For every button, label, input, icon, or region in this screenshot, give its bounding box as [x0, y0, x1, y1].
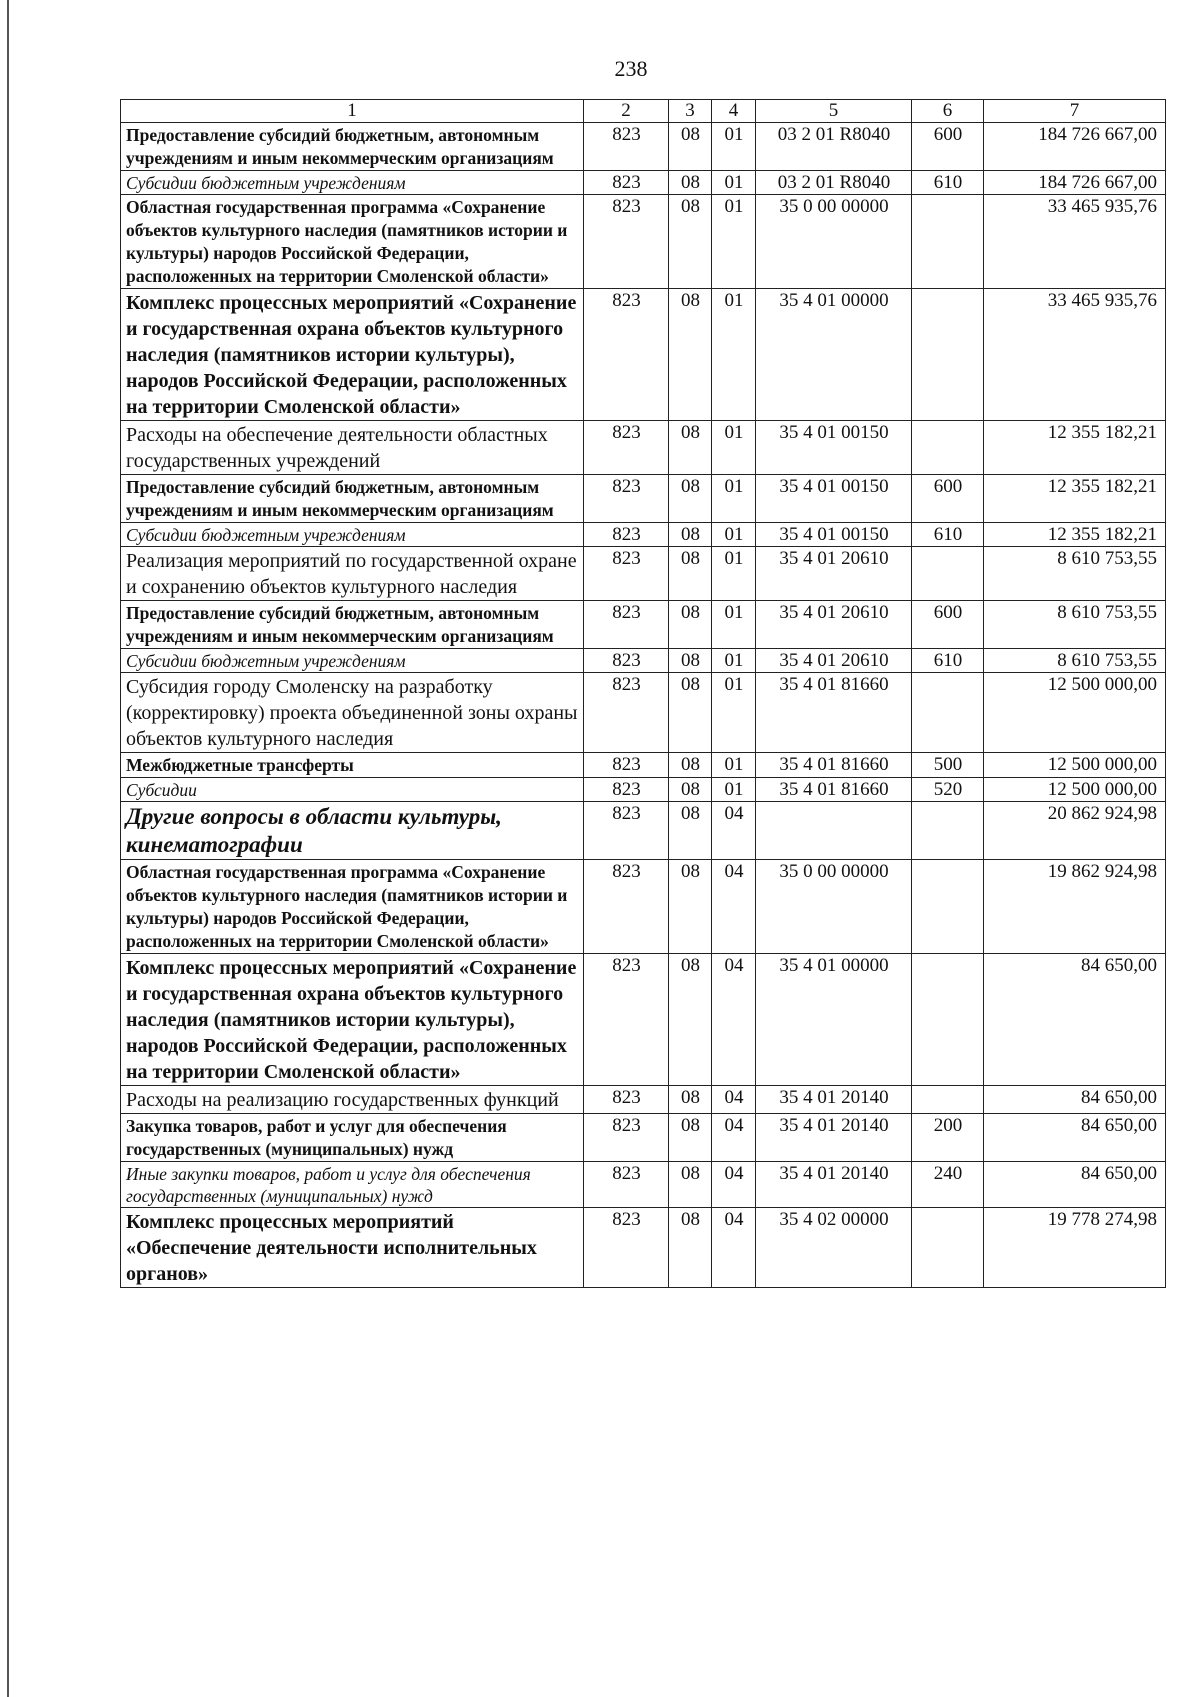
table-row	[121, 475, 1166, 523]
table-row	[121, 171, 1166, 195]
row-expense-type	[912, 954, 984, 1086]
row-description: Закупка товаров, работ и услуг для обеспечения государственных (муниципальных) нужд	[121, 1114, 584, 1162]
table-row	[121, 523, 1166, 547]
row-expense-type	[912, 1086, 984, 1114]
row-section: 08	[669, 673, 712, 753]
row-subsection: 04	[712, 1086, 756, 1114]
table-row	[121, 753, 1166, 778]
row-target-article: 35 4 01 00000	[756, 289, 912, 421]
row-expense-type	[912, 289, 984, 421]
row-section: 08	[669, 860, 712, 954]
header-col-5: 5	[756, 100, 912, 123]
row-target-article: 03 2 01 R8040	[756, 171, 912, 195]
header-row	[121, 100, 1166, 123]
row-subsection: 04	[712, 1208, 756, 1288]
table-row	[121, 802, 1166, 860]
page-edge-line	[7, 0, 9, 1697]
header-col-2: 2	[584, 100, 669, 123]
row-description: Другие вопросы в области культуры, кинематографии	[121, 802, 584, 860]
row-section: 08	[669, 753, 712, 778]
row-amount: 12 355 182,21	[984, 523, 1166, 547]
row-expense-type	[912, 802, 984, 860]
table-row	[121, 1208, 1166, 1288]
row-subsection: 01	[712, 523, 756, 547]
row-target-article: 35 4 01 20140	[756, 1086, 912, 1114]
row-ministry-code: 823	[584, 1114, 669, 1162]
header-col-1: 1	[121, 100, 584, 123]
row-section: 08	[669, 475, 712, 523]
row-target-article: 35 4 01 20610	[756, 601, 912, 649]
table-row	[121, 195, 1166, 289]
table-row	[121, 778, 1166, 802]
row-subsection: 04	[712, 954, 756, 1086]
row-subsection: 01	[712, 171, 756, 195]
row-amount: 12 500 000,00	[984, 778, 1166, 802]
row-ministry-code: 823	[584, 601, 669, 649]
row-expense-type	[912, 673, 984, 753]
row-expense-type: 200	[912, 1114, 984, 1162]
row-target-article: 35 4 01 20140	[756, 1114, 912, 1162]
row-expense-type: 600	[912, 475, 984, 523]
row-expense-type	[912, 1208, 984, 1288]
row-target-article: 35 4 01 20140	[756, 1162, 912, 1208]
row-subsection: 01	[712, 753, 756, 778]
row-ministry-code: 823	[584, 673, 669, 753]
header-col-7: 7	[984, 100, 1166, 123]
row-amount: 33 465 935,76	[984, 289, 1166, 421]
row-subsection: 01	[712, 195, 756, 289]
row-description: Расходы на обеспечение деятельности областных государственных учреждений	[121, 421, 584, 475]
row-amount: 20 862 924,98	[984, 802, 1166, 860]
row-section: 08	[669, 649, 712, 673]
row-ministry-code: 823	[584, 860, 669, 954]
row-section: 08	[669, 421, 712, 475]
row-target-article: 35 4 02 00000	[756, 1208, 912, 1288]
row-target-article: 35 4 01 00000	[756, 954, 912, 1086]
row-amount: 184 726 667,00	[984, 171, 1166, 195]
row-ministry-code: 823	[584, 475, 669, 523]
row-amount: 84 650,00	[984, 1114, 1166, 1162]
row-ministry-code: 823	[584, 547, 669, 601]
row-amount: 8 610 753,55	[984, 649, 1166, 673]
row-amount: 19 862 924,98	[984, 860, 1166, 954]
row-expense-type: 240	[912, 1162, 984, 1208]
row-ministry-code: 823	[584, 778, 669, 802]
row-description: Иные закупки товаров, работ и услуг для обеспечения государственных (муниципальных) нужд	[121, 1162, 584, 1208]
row-section: 08	[669, 1162, 712, 1208]
row-amount: 184 726 667,00	[984, 123, 1166, 171]
row-description: Субсидия городу Смоленску на разработку (корректировку) проекта объединенной зоны охраны объектов культурного наследия	[121, 673, 584, 753]
row-subsection: 04	[712, 802, 756, 860]
row-description: Субсидии бюджетным учреждениям	[121, 649, 584, 673]
budget-table	[120, 99, 1166, 1288]
row-ministry-code: 823	[584, 171, 669, 195]
header-col-6: 6	[912, 100, 984, 123]
row-section: 08	[669, 523, 712, 547]
table-row	[121, 1114, 1166, 1162]
row-section: 08	[669, 1114, 712, 1162]
row-expense-type: 500	[912, 753, 984, 778]
row-description: Комплекс процессных мероприятий «Сохранение и государственная охрана объектов культурного наследия (памятников истории культуры), народов Российской Федерации, расположенных на территории Смоленской области»	[121, 289, 584, 421]
row-description: Межбюджетные трансферты	[121, 753, 584, 778]
row-target-article: 35 4 01 81660	[756, 753, 912, 778]
page-number: 238	[614, 56, 648, 81]
row-target-article: 35 0 00 00000	[756, 195, 912, 289]
row-amount: 8 610 753,55	[984, 547, 1166, 601]
row-ministry-code: 823	[584, 195, 669, 289]
row-ministry-code: 823	[584, 802, 669, 860]
row-subsection: 04	[712, 860, 756, 954]
row-subsection: 01	[712, 673, 756, 753]
table-row	[121, 601, 1166, 649]
row-subsection: 01	[712, 289, 756, 421]
row-description: Предоставление субсидий бюджетным, автономным учреждениям и иным некоммерческим организациям	[121, 475, 584, 523]
row-amount: 84 650,00	[984, 1162, 1166, 1208]
row-subsection: 01	[712, 123, 756, 171]
row-ministry-code: 823	[584, 1208, 669, 1288]
table-row	[121, 123, 1166, 171]
row-amount: 33 465 935,76	[984, 195, 1166, 289]
row-amount: 84 650,00	[984, 1086, 1166, 1114]
row-section: 08	[669, 1208, 712, 1288]
row-description: Реализация мероприятий по государственной охране и сохранению объектов культурного наследия	[121, 547, 584, 601]
table-row	[121, 547, 1166, 601]
row-subsection: 01	[712, 778, 756, 802]
row-section: 08	[669, 802, 712, 860]
row-target-article	[756, 802, 912, 860]
row-ministry-code: 823	[584, 421, 669, 475]
row-expense-type	[912, 421, 984, 475]
row-section: 08	[669, 123, 712, 171]
row-amount: 84 650,00	[984, 954, 1166, 1086]
row-expense-type	[912, 860, 984, 954]
row-amount: 8 610 753,55	[984, 601, 1166, 649]
row-ministry-code: 823	[584, 649, 669, 673]
row-ministry-code: 823	[584, 289, 669, 421]
table-row	[121, 673, 1166, 753]
row-subsection: 04	[712, 1114, 756, 1162]
row-target-article: 35 0 00 00000	[756, 860, 912, 954]
row-target-article: 03 2 01 R8040	[756, 123, 912, 171]
row-description: Расходы на реализацию государственных функций	[121, 1086, 584, 1114]
row-expense-type: 600	[912, 601, 984, 649]
row-target-article: 35 4 01 20610	[756, 547, 912, 601]
row-subsection: 01	[712, 601, 756, 649]
header-col-3: 3	[669, 100, 712, 123]
row-ministry-code: 823	[584, 753, 669, 778]
row-target-article: 35 4 01 00150	[756, 523, 912, 547]
table-row	[121, 649, 1166, 673]
row-ministry-code: 823	[584, 1162, 669, 1208]
row-description: Областная государственная программа «Сохранение объектов культурного наследия (памятников истории и культуры) народов Российской Федерации, расположенных на территории Смоленской области»	[121, 195, 584, 289]
row-section: 08	[669, 778, 712, 802]
row-description: Субсидии	[121, 778, 584, 802]
row-amount: 12 500 000,00	[984, 753, 1166, 778]
header-col-4: 4	[712, 100, 756, 123]
row-subsection: 01	[712, 649, 756, 673]
row-expense-type: 520	[912, 778, 984, 802]
row-section: 08	[669, 601, 712, 649]
table-row	[121, 421, 1166, 475]
row-amount: 12 500 000,00	[984, 673, 1166, 753]
row-expense-type	[912, 195, 984, 289]
table-row	[121, 289, 1166, 421]
row-expense-type: 610	[912, 649, 984, 673]
row-ministry-code: 823	[584, 1086, 669, 1114]
row-description: Областная государственная программа «Сохранение объектов культурного наследия (памятников истории и культуры) народов Российской Федерации, расположенных на территории Смоленской области»	[121, 860, 584, 954]
row-target-article: 35 4 01 00150	[756, 475, 912, 523]
row-section: 08	[669, 195, 712, 289]
row-amount: 12 355 182,21	[984, 421, 1166, 475]
row-amount: 19 778 274,98	[984, 1208, 1166, 1288]
row-section: 08	[669, 954, 712, 1086]
row-description: Предоставление субсидий бюджетным, автономным учреждениям и иным некоммерческим организациям	[121, 601, 584, 649]
row-expense-type	[912, 547, 984, 601]
row-expense-type: 610	[912, 171, 984, 195]
row-description: Субсидии бюджетным учреждениям	[121, 171, 584, 195]
row-section: 08	[669, 547, 712, 601]
row-ministry-code: 823	[584, 123, 669, 171]
row-expense-type: 610	[912, 523, 984, 547]
row-subsection: 01	[712, 547, 756, 601]
table-row	[121, 954, 1166, 1086]
row-target-article: 35 4 01 81660	[756, 673, 912, 753]
row-target-article: 35 4 01 00150	[756, 421, 912, 475]
row-subsection: 01	[712, 475, 756, 523]
row-amount: 12 355 182,21	[984, 475, 1166, 523]
row-ministry-code: 823	[584, 954, 669, 1086]
table-row	[121, 1162, 1166, 1208]
row-expense-type: 600	[912, 123, 984, 171]
row-description: Комплекс процессных мероприятий «Сохранение и государственная охрана объектов культурного наследия (памятников истории культуры), народов Российской Федерации, расположенных на территории Смоленской области»	[121, 954, 584, 1086]
table-row	[121, 1086, 1166, 1114]
row-section: 08	[669, 289, 712, 421]
table-row	[121, 860, 1166, 954]
row-ministry-code: 823	[584, 523, 669, 547]
row-description: Комплекс процессных мероприятий «Обеспечение деятельности исполнительных органов»	[121, 1208, 584, 1288]
row-target-article: 35 4 01 81660	[756, 778, 912, 802]
row-section: 08	[669, 171, 712, 195]
row-target-article: 35 4 01 20610	[756, 649, 912, 673]
row-section: 08	[669, 1086, 712, 1114]
row-subsection: 01	[712, 421, 756, 475]
row-description: Предоставление субсидий бюджетным, автономным учреждениям и иным некоммерческим организациям	[121, 123, 584, 171]
row-description: Субсидии бюджетным учреждениям	[121, 523, 584, 547]
row-subsection: 04	[712, 1162, 756, 1208]
